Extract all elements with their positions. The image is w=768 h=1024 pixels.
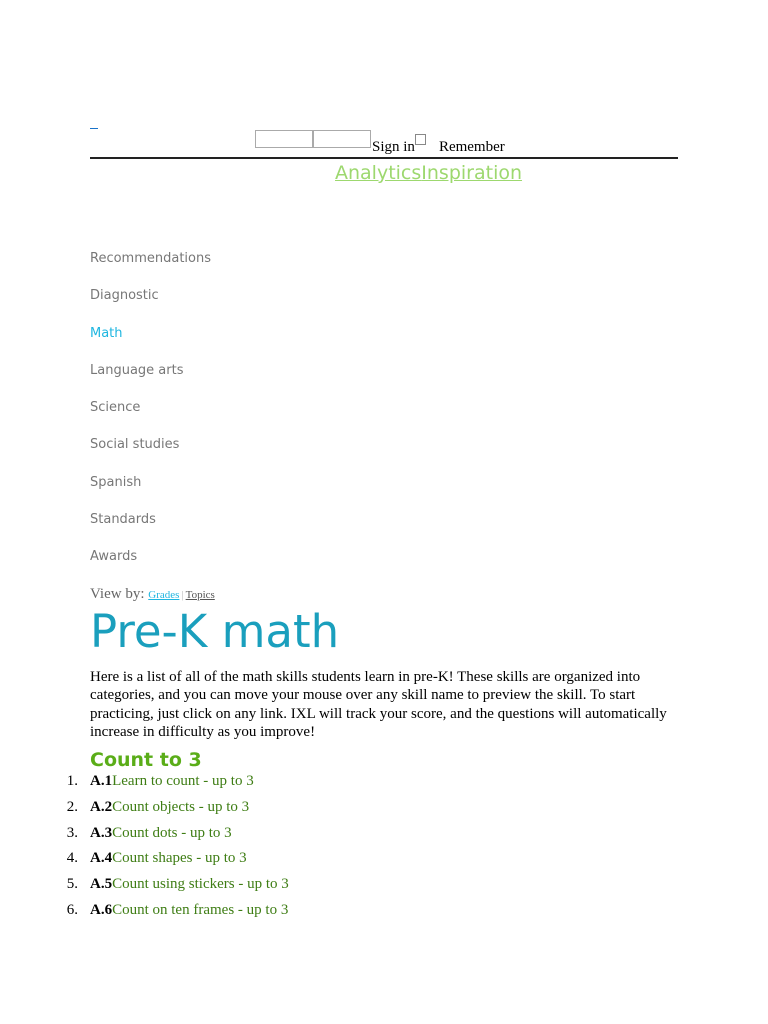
- skill-item[interactable]: [66, 874, 289, 900]
- category-title: Count to 3: [90, 749, 202, 771]
- skill-link[interactable]: Count shapes - up to 3: [112, 850, 247, 867]
- remember-checkbox[interactable]: [415, 134, 426, 145]
- skill-code: A.6: [90, 901, 113, 918]
- skill-link[interactable]: Learn to count - up to 3: [112, 773, 254, 789]
- sign-in-button[interactable]: Sign in: [372, 139, 415, 155]
- view-by: [90, 586, 215, 603]
- topics-link[interactable]: Topics: [185, 589, 215, 601]
- skill-link[interactable]: Count objects - up to 3: [112, 798, 250, 815]
- nav-item-recommendations[interactable]: Recommendations: [90, 251, 212, 266]
- skill-link[interactable]: Count using stickers - up to 3: [112, 876, 289, 893]
- skill-code: A.3: [90, 824, 113, 841]
- remember-label: Remember: [438, 139, 505, 155]
- sign-in-form: [255, 130, 505, 154]
- skill-item[interactable]: [66, 823, 289, 849]
- grades-link[interactable]: Grades: [148, 589, 180, 601]
- username-input[interactable]: [255, 130, 313, 148]
- view-by-label: View by:: [90, 586, 145, 602]
- skill-item[interactable]: [66, 900, 289, 926]
- analytics-link[interactable]: Analytics: [335, 162, 422, 184]
- skill-number: 2.: [66, 798, 78, 815]
- skill-code: A.1: [90, 773, 113, 789]
- skill-item[interactable]: [66, 797, 289, 823]
- skill-code: A.2: [90, 798, 113, 815]
- skill-list: [66, 771, 289, 926]
- nav-item-awards[interactable]: Awards: [90, 549, 138, 565]
- intro-text: Here is a list of all of the math skills students learn in pre-K! These skills are organized into categories, and you can move your mouse over any skill name to preview the skill. To start practicing, just click on any link. IXL will track your score, and the questions will automatically increase in difficulty as you improve!: [90, 669, 667, 740]
- nav-item-standards[interactable]: Standards: [90, 512, 156, 528]
- top-links: [335, 162, 522, 184]
- inspiration-link[interactable]: Inspiration: [421, 162, 523, 184]
- view-by-separator: |: [181, 589, 184, 601]
- skill-number: 5.: [66, 876, 78, 893]
- skill-link[interactable]: Count on ten frames - up to 3: [112, 901, 289, 918]
- subject-nav: [90, 250, 211, 586]
- skill-code: A.4: [90, 850, 113, 867]
- nav-item-science[interactable]: Science: [90, 400, 141, 416]
- skill-number: 6.: [66, 901, 78, 918]
- skill-number: 3.: [66, 824, 78, 841]
- header-divider: [90, 157, 678, 159]
- skill-number: 1.: [66, 773, 78, 789]
- skill-number: 4.: [66, 850, 78, 867]
- page-title: Pre-K math: [90, 605, 340, 658]
- nav-item-language-arts[interactable]: Language arts: [90, 362, 184, 378]
- skill-code: A.5: [90, 876, 113, 893]
- password-input[interactable]: [313, 130, 371, 148]
- nav-item-social-studies[interactable]: Social studies: [90, 437, 180, 453]
- nav-item-spanish[interactable]: Spanish: [90, 474, 142, 490]
- skill-item[interactable]: [66, 771, 289, 797]
- skill-item[interactable]: [66, 848, 289, 874]
- nav-item-math[interactable]: Math: [90, 325, 123, 341]
- skip-link[interactable]: [90, 118, 98, 129]
- skill-link[interactable]: Count dots - up to 3: [112, 824, 232, 841]
- nav-item-diagnostic[interactable]: Diagnostic: [90, 288, 159, 304]
